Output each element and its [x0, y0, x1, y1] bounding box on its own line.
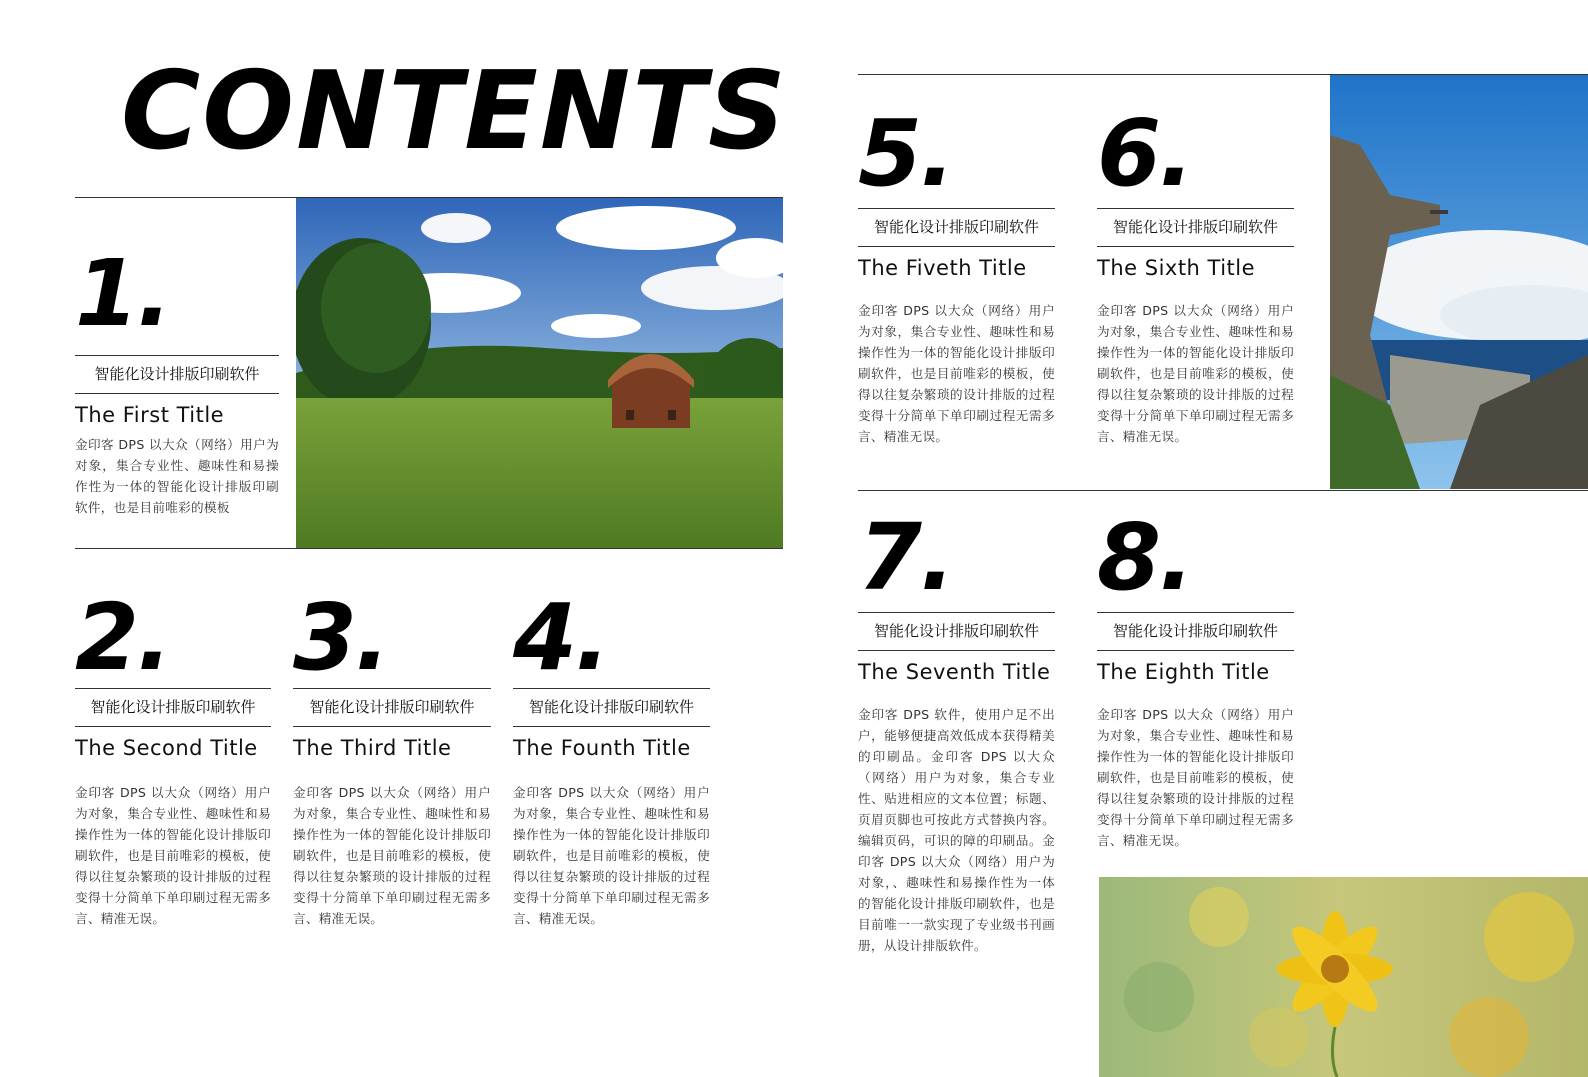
cliff-ocean-photo: [1330, 75, 1588, 489]
section-text: 金印客 DPS 软件，使用户足不出户，能够便捷高效低成本获得精美的印刷品。金印客 DPS 以大众（网络）用户为对象，集合专业性、贴进相应的文本位置；标题、页眉页脚也可按此方式替换内容。编辑页码，可识的障的印刷品。金印客 DPS 以大众（网络）用户为对象，、趣味性和易操作性为一体的智能化设计排版印刷软件，也是目前唯一一款实现了专业级书刊画册，从设计排版软件。: [858, 707, 1055, 953]
section-title: The Seventh Title: [858, 660, 1051, 684]
section-number: 1.: [75, 240, 170, 347]
section-text: 金印客 DPS 以大众（网络）用户为对象，集合专业性、趣味性和易操作性为一体的智能化设计排版印刷软件，也是目前唯彩的模板，使得以往复杂繁琐的设计排版的过程变得十分简单下单印刷过程无需多言、精准无误。: [293, 785, 491, 926]
section-text: 金印客 DPS 以大众（网络）用户为对象，集合专业性、趣味性和易操作性为一体的智能化设计排版印刷软件，也是目前唯彩的模板，使得以往复杂繁琐的设计排版的过程变得十分简单下单印刷过程无需多言、精准无误。: [513, 785, 710, 926]
section-category: 智能化设计排版印刷软件: [858, 208, 1055, 247]
section-title: The Eighth Title: [1097, 660, 1270, 684]
divider-middle-right: [858, 490, 1588, 491]
divider-section-1-bottom: [75, 548, 783, 549]
section-text: 金印客 DPS 以大众（网络）用户为对象，集合专业性、趣味性和易操作性为一体的智能化设计排版印刷软件，也是目前唯彩的模板，使得以往复杂繁琐的设计排版的过程变得十分简单下单印刷过程无需多言、精准无误。: [1097, 707, 1294, 848]
section-text: 金印客 DPS 以大众（网络）用户为对象，集合专业性、趣味性和易操作性为一体的智能化设计排版印刷软件，也是目前唯彩的模板，使得以往复杂繁琐的设计排版的过程变得十分简单下单印刷过程无需多言、精准无误。: [858, 303, 1055, 444]
section-title: The Third Title: [293, 736, 452, 760]
section-1: [75, 240, 279, 518]
section-number: 2.: [75, 584, 170, 691]
section-number: 7.: [858, 504, 953, 611]
section-8: [1097, 504, 1294, 851]
section-text: 金印客 DPS 以大众（网络）用户为对象，集合专业性、趣味性和易操作性为一体的智能化设计排版印刷软件，也是目前唯彩的模板: [75, 437, 279, 515]
section-category: 智能化设计排版印刷软件: [75, 355, 279, 394]
section-number: 8.: [1097, 504, 1192, 611]
section-7: [858, 504, 1055, 956]
section-category: 智能化设计排版印刷软件: [1097, 208, 1294, 247]
section-5: [858, 100, 1055, 447]
barn-field-photo: [296, 198, 783, 548]
section-text: 金印客 DPS 以大众（网络）用户为对象，集合专业性、趣味性和易操作性为一体的智能化设计排版印刷软件，也是目前唯彩的模板，使得以往复杂繁琐的设计排版的过程变得十分简单下单印刷过程无需多言、精准无误。: [1097, 303, 1294, 444]
section-category: 智能化设计排版印刷软件: [858, 612, 1055, 651]
page-title: CONTENTS: [121, 49, 788, 174]
section-4: [513, 584, 710, 929]
section-title: The First Title: [75, 403, 225, 427]
section-title: The Founth Title: [513, 736, 691, 760]
yellow-flower-photo: [1099, 877, 1588, 1077]
section-title: The Second Title: [75, 736, 258, 760]
section-2: [75, 584, 271, 929]
section-title: The Fiveth Title: [858, 256, 1027, 280]
section-category: 智能化设计排版印刷软件: [75, 688, 271, 727]
section-6: [1097, 100, 1294, 447]
section-number: 3.: [293, 584, 388, 691]
section-title: The Sixth Title: [1097, 256, 1256, 280]
section-category: 智能化设计排版印刷软件: [513, 688, 710, 727]
section-category: 智能化设计排版印刷软件: [293, 688, 491, 727]
section-number: 5.: [858, 100, 953, 207]
section-text: 金印客 DPS 以大众（网络）用户为对象，集合专业性、趣味性和易操作性为一体的智能化设计排版印刷软件，也是目前唯彩的模板，使得以往复杂繁琐的设计排版的过程变得十分简单下单印刷过程无需多言、精准无误。: [75, 785, 271, 926]
section-3: [293, 584, 491, 929]
section-number: 4.: [513, 584, 608, 691]
section-number: 6.: [1097, 100, 1192, 207]
section-category: 智能化设计排版印刷软件: [1097, 612, 1294, 651]
